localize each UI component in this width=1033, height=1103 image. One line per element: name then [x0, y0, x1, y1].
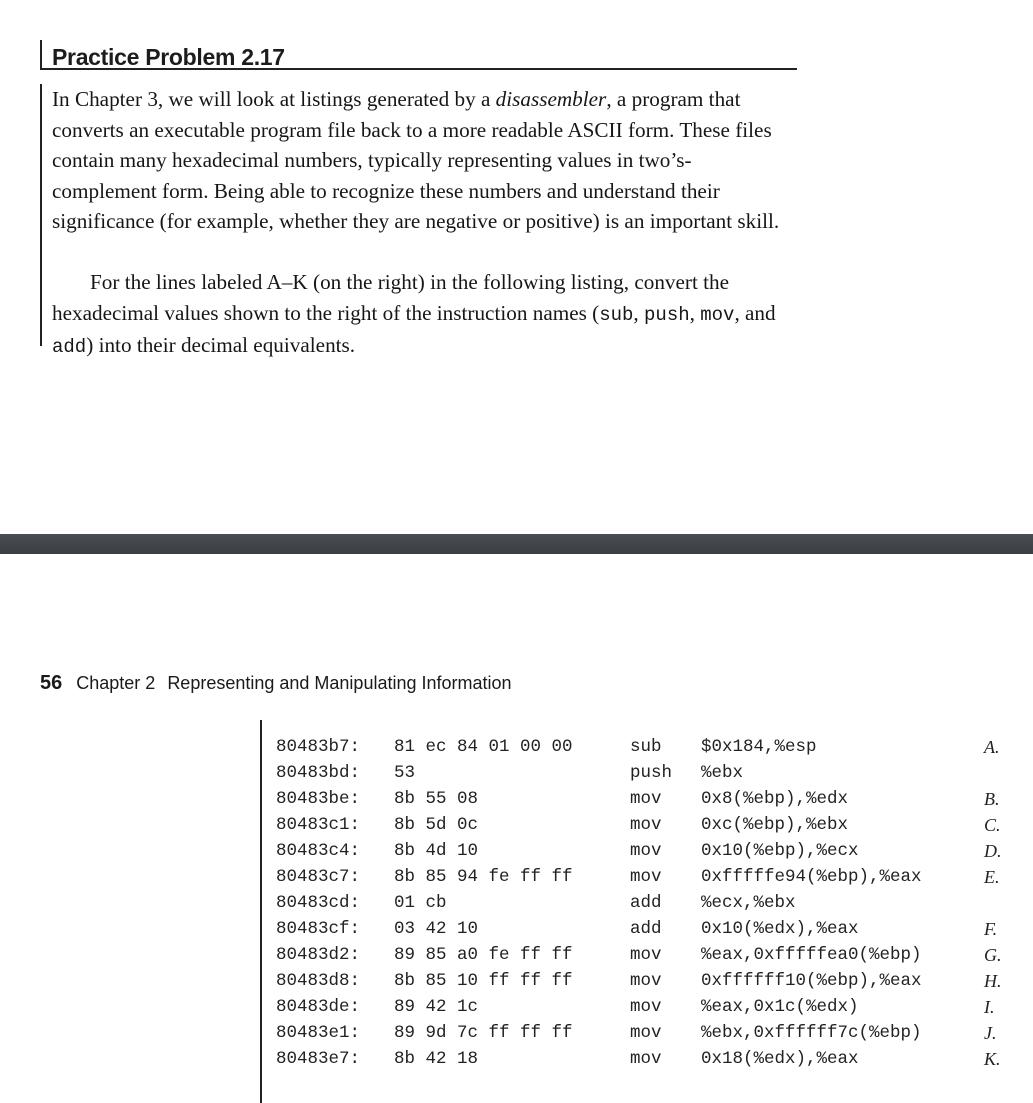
listing-label: K. [984, 1049, 1001, 1069]
listing-operands: %ecx,%ebx [701, 893, 796, 913]
listing-label: J. [984, 1023, 997, 1043]
listing-label: D. [984, 841, 1002, 861]
listing-bytes: 8b 85 94 fe ff ff [394, 867, 573, 887]
listing-row [262, 1046, 1022, 1072]
listing-opcode: mov [630, 867, 662, 887]
listing-operands: 0xffffff10(%ebp),%eax [701, 971, 922, 991]
listing-row [262, 812, 1022, 838]
listing-opcode: mov [630, 997, 662, 1017]
listing-address: 80483c4: [276, 841, 361, 861]
listing-operands: 0x10(%edx),%eax [701, 919, 859, 939]
listing-operands: %eax,0xfffffea0(%ebp) [701, 945, 922, 965]
listing-address: 80483d2: [276, 945, 361, 965]
listing-label: G. [984, 945, 1002, 965]
listing-row [262, 994, 1022, 1020]
listing-row [262, 838, 1022, 864]
listing-operands: 0xfffffe94(%ebp),%eax [701, 867, 922, 887]
chapter-title: Representing and Manipulating Information [167, 673, 512, 693]
listing-bytes: 8b 42 18 [394, 1049, 479, 1069]
listing-opcode: mov [630, 789, 662, 809]
listing-opcode: sub [630, 737, 662, 757]
listing-row [262, 942, 1022, 968]
listing-address: 80483be: [276, 789, 361, 809]
listing-label: F. [984, 919, 998, 939]
listing-opcode: mov [630, 841, 662, 861]
listing-row [262, 890, 1022, 916]
listing-opcode: mov [630, 815, 662, 835]
page-top-section [0, 0, 1033, 534]
listing-operands: 0xc(%ebp),%ebx [701, 815, 849, 835]
para1-emphasis: disassembler [495, 87, 607, 111]
listing-address: 80483d8: [276, 971, 361, 991]
para2-text-1: For the lines labeled A–K (on the right) in the following listing, convert the hexadecimal values shown to the right of the instruction names ( [52, 270, 730, 325]
para2-text-3: , [689, 300, 701, 325]
listing-operands: %ebx [701, 763, 744, 783]
listing-label: E. [984, 867, 1000, 887]
code-add: add [52, 336, 87, 358]
listing-bytes: 03 42 10 [394, 919, 479, 939]
listing-row [262, 916, 1022, 942]
listing-opcode: add [630, 919, 662, 939]
listing-row [262, 1020, 1022, 1046]
listing-address: 80483cd: [276, 893, 361, 913]
listing-operands: %ebx,0xffffff7c(%ebp) [701, 1023, 922, 1043]
listing-bytes: 81 ec 84 01 00 00 [394, 737, 573, 757]
listing-address: 80483cf: [276, 919, 361, 939]
page-divider [0, 534, 1033, 554]
listing-operands: %eax,0x1c(%edx) [701, 997, 859, 1017]
listing-bytes: 8b 55 08 [394, 789, 479, 809]
listing-opcode: mov [630, 1049, 662, 1069]
listing-row [262, 734, 1022, 760]
para2-text-5: ) into their decimal equivalents. [86, 333, 356, 357]
listing-bytes: 8b 4d 10 [394, 841, 479, 861]
problem-header [40, 40, 797, 70]
listing-address: 80483bd: [276, 763, 361, 783]
listing-label: A. [984, 737, 1000, 757]
listing-row [262, 864, 1022, 890]
code-push: push [644, 303, 690, 326]
problem-body [40, 84, 792, 358]
listing-row [262, 786, 1022, 812]
listing-opcode: mov [630, 945, 662, 965]
listing-operands: 0x8(%ebp),%edx [701, 789, 849, 809]
listing-bytes: 01 cb [394, 893, 447, 913]
code-mov: mov [700, 303, 735, 326]
listing-opcode: mov [630, 971, 662, 991]
listing-bytes: 8b 5d 0c [394, 815, 479, 835]
code-sub: sub [599, 303, 634, 326]
listing-address: 80483e7: [276, 1049, 361, 1069]
problem-paragraph-2 [52, 267, 788, 363]
para1-text-end: , a program that converts an executable program file back to a more readable ASCII form. These files contain many hexadecimal numbers, typically representing values in two’s-complement form. Being able to recognize these numbers and understand their significance (for example, whether they are negative or positive) is an important skill. [52, 87, 780, 233]
listing-opcode: mov [630, 1023, 662, 1043]
listing-opcode: add [630, 893, 662, 913]
listing-address: 80483de: [276, 997, 361, 1017]
listing-label: B. [984, 789, 1000, 809]
listing-label: I. [984, 997, 995, 1017]
listing-bytes: 89 9d 7c ff ff ff [394, 1023, 573, 1043]
para1-text-start: In Chapter 3, we will look at listings generated by a [52, 87, 496, 111]
para2-text-2: , [633, 300, 645, 325]
listing-bytes: 8b 85 10 ff ff ff [394, 971, 573, 991]
listing-operands: 0x10(%ebp),%ecx [701, 841, 859, 861]
problem-title: Practice Problem 2.17 [52, 44, 285, 70]
running-header [40, 672, 512, 695]
listing-bytes: 53 [394, 763, 416, 783]
disassembly-listing [260, 720, 1022, 1103]
listing-address: 80483b7: [276, 737, 361, 757]
listing-address: 80483c7: [276, 867, 361, 887]
listing-address: 80483e1: [276, 1023, 361, 1043]
listing-label: C. [984, 815, 1001, 835]
chapter-label: Chapter 2 [76, 673, 156, 693]
listing-bytes: 89 42 1c [394, 997, 479, 1017]
listing-operands: $0x184,%esp [701, 737, 817, 757]
listing-row [262, 968, 1022, 994]
listing-bytes: 89 85 a0 fe ff ff [394, 945, 573, 965]
listing-address: 80483c1: [276, 815, 361, 835]
problem-paragraph-1 [52, 84, 788, 237]
listing-operands: 0x18(%edx),%eax [701, 1049, 859, 1069]
listing-opcode: push [630, 763, 673, 783]
listing-label: H. [984, 971, 1002, 991]
listing-row [262, 760, 1022, 786]
page-bottom-section [0, 554, 1033, 1103]
para2-text-4: , and [734, 300, 776, 325]
page-number: 56 [40, 672, 63, 694]
